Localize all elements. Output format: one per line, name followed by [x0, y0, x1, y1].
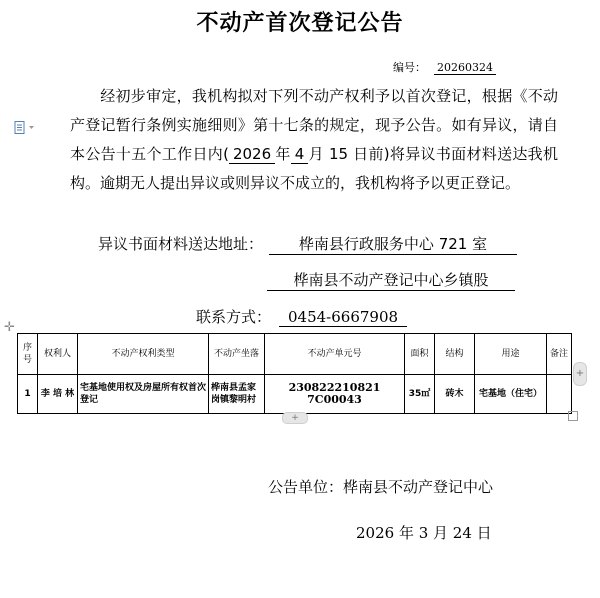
- contact-value: 0454-6667908: [279, 308, 407, 327]
- address-line-2: [267, 269, 515, 291]
- table-cell[interactable]: 230822210821 7C00043: [265, 375, 405, 414]
- issue-date: 2026 年 3 月 24 日: [356, 524, 492, 542]
- header-cell: 不动产权利类型: [78, 334, 209, 375]
- serial-number: [393, 59, 496, 75]
- table-cell[interactable]: 35㎡: [405, 375, 435, 414]
- announcement-title: 不动产首次登记公告: [196, 11, 404, 36]
- document-icon[interactable]: [14, 121, 36, 135]
- contact-label: 联系方式：: [196, 308, 272, 326]
- table-cell[interactable]: 砖木: [435, 375, 475, 414]
- address-value-1: 桦南县行政服务中心 721 室: [269, 233, 517, 255]
- header-cell: 序号: [18, 334, 38, 375]
- header-cell: 权利人: [38, 334, 78, 375]
- body-text-1: 经初步审定，我机构拟对下列不动产权利予以首次登记，根据《不动产登记暂行条例实施细则》第十七条的规定，现予公告。如有异议，请自本公告十五个工作日内(: [70, 87, 558, 163]
- serial-label: 编号：: [393, 61, 426, 74]
- contact-line: [196, 306, 407, 327]
- year-unit: 年: [275, 145, 291, 163]
- table-cell[interactable]: 宅基地使用权及房屋所有权首次登记: [78, 375, 209, 414]
- header-cell: 用途: [475, 334, 547, 375]
- header-cell: 备注: [547, 334, 572, 375]
- table-cell[interactable]: [547, 375, 572, 414]
- serial-value: 20260324: [434, 61, 496, 75]
- registration-table: [17, 333, 572, 414]
- address-label: 异议书面材料送达地址：: [98, 235, 264, 253]
- column-add-handle-icon[interactable]: +: [573, 362, 587, 386]
- table-cell[interactable]: 李 培 林: [38, 375, 78, 414]
- deadline-month: 4: [291, 145, 309, 164]
- table-cell[interactable]: 桦南县孟家岗镇黎明村: [209, 375, 265, 414]
- table-header-row: [18, 334, 572, 375]
- address-line-1: [98, 233, 517, 255]
- header-cell: 面积: [405, 334, 435, 375]
- table-cell[interactable]: 宅基地（住宅）: [475, 375, 547, 414]
- header-cell: 不动产单元号: [265, 334, 405, 375]
- issuing-unit: 公告单位：桦南县不动产登记中心: [268, 478, 494, 496]
- announcement-body: [70, 82, 558, 198]
- table-row: [18, 375, 572, 414]
- table-cell[interactable]: 1: [18, 375, 38, 414]
- row-add-handle-icon[interactable]: +: [282, 412, 308, 424]
- body-text-2: 月 15 日前)将异议书面材料送达我机构。逾期无人提出异议或则异议不成立的，我机构将予以更正登记。: [70, 145, 558, 192]
- deadline-year: 2026: [229, 145, 275, 164]
- address-value-2: 桦南县不动产登记中心乡镇股: [267, 269, 515, 291]
- header-cell: 结构: [435, 334, 475, 375]
- table-move-handle-icon[interactable]: ✛: [4, 320, 15, 335]
- table-resize-icon[interactable]: [568, 411, 578, 421]
- header-cell: 不动产坐落: [209, 334, 265, 375]
